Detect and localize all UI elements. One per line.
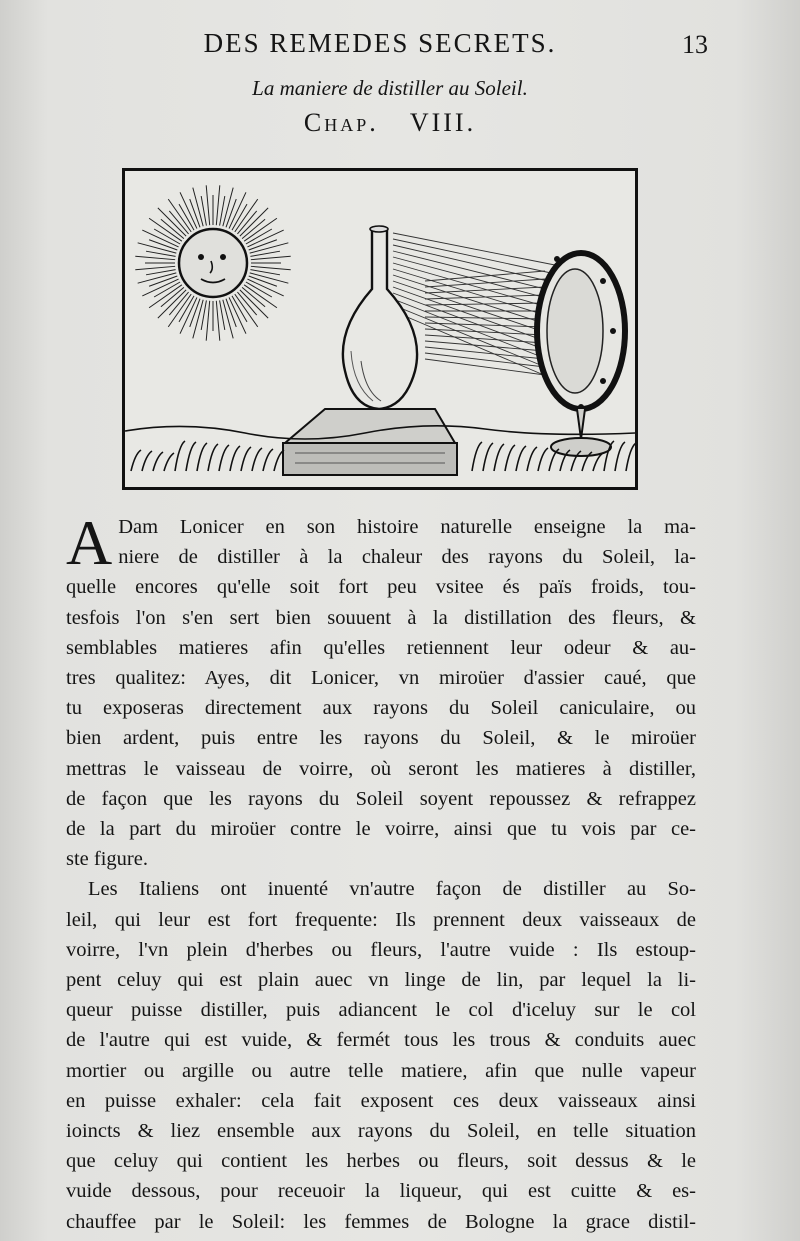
text-line: de façon que les rayons du Soleil soyent repoussez & refrappez <box>66 787 696 810</box>
paragraph-2 <box>66 874 696 1236</box>
text-line: chauffee par le Soleil: les femmes de Bologne la grace distil- <box>66 1210 696 1233</box>
text-line: Les Italiens ont inuenté vn'autre façon de distiller au So- <box>88 878 696 901</box>
page-number: 13 <box>682 30 708 59</box>
stone-pedestal-icon <box>283 409 457 475</box>
text-line: semblables matieres afin qu'elles retiennent leur odeur & au- <box>66 636 696 659</box>
text-line: tu exposeras directement aux rayons du Soleil caniculaire, ou <box>66 697 696 720</box>
text-line: leil, qui leur est fort frequente: Ils prennent deux vaisseaux de <box>66 908 696 931</box>
mirror-icon <box>537 253 625 456</box>
text-line: tesfois l'on s'en sert bien souuent à la distillation des fleurs, & <box>66 606 696 629</box>
text-line: vuide dessous, pour receuoir la liqueur, qui est cuitte & es- <box>66 1180 696 1203</box>
text-line: ste figure. <box>66 848 148 871</box>
text-line: mortier ou argille ou autre telle matiere, afin que nulle vapeur <box>66 1059 696 1082</box>
sun-icon <box>179 229 247 297</box>
sun-mirror-flask-icon <box>125 171 635 487</box>
text-line: queur puisse distiller, puis adiancent le col d'iceluy sur le col <box>66 999 696 1022</box>
text-line: de la part du miroüer contre le voirre, ainsi que tu vois par ce- <box>66 818 696 841</box>
text-line: quelle encores qu'elle soit fort peu vsitee és païs froids, tou- <box>66 576 696 599</box>
running-title: DES REMEDES SECRETS. <box>203 28 557 58</box>
chapter-number: VIII. <box>409 108 477 137</box>
text-line: que celuy qui contient les herbes ou fleurs, soit dessus & le <box>66 1150 696 1173</box>
woodcut-illustration <box>122 168 638 490</box>
text-line: niere de distiller à la chaleur des rayons du Soleil, la- <box>118 546 696 569</box>
text-line: bien ardent, puis entre les rayons du Soleil, & le miroüer <box>66 727 696 750</box>
text-line: Dam Lonicer en son histoire naturelle enseigne la ma- <box>118 516 696 538</box>
body-text <box>66 507 696 1237</box>
section-subtitle: La maniere de distiller au Soleil. <box>252 76 528 100</box>
paragraph-1 <box>66 507 696 874</box>
drop-capital: A <box>66 507 113 578</box>
chapter-heading <box>180 108 600 138</box>
text-line: voirre, l'vn plein d'herbes ou fleurs, l'autre vuide : Ils estoup- <box>66 938 696 961</box>
text-line: pent celuy qui est plain auec vn linge de lin, par lequel la li- <box>66 969 696 992</box>
chapter-label: Chap. <box>303 108 379 137</box>
flask-icon <box>343 226 417 409</box>
text-line: de l'autre qui est vuide, & fermét tous les trous & conduits auec <box>66 1029 696 1052</box>
text-line: mettras le vaisseau de voirre, où seront les matieres à distiller, <box>66 757 696 780</box>
text-line: tres qualitez: Ayes, dit Lonicer, vn miroüer d'assier caué, que <box>66 667 696 690</box>
text-line: en puisse exhaler: cela fait exposent ces deux vaisseaux ainsi <box>66 1089 696 1112</box>
text-line: ioincts & liez ensemble aux rayons du Soleil, en telle situation <box>66 1120 696 1143</box>
